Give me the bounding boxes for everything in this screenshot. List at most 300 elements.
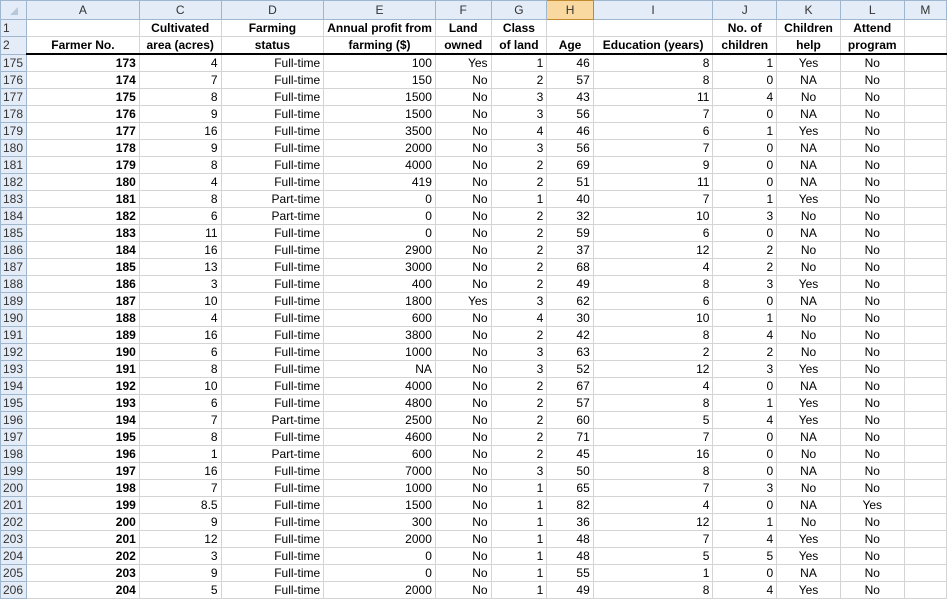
cell-e[interactable]: 1500: [324, 106, 436, 123]
cell-l[interactable]: No: [840, 106, 904, 123]
cell-d[interactable]: Full-time: [221, 531, 324, 548]
cell-c[interactable]: 16: [139, 242, 221, 259]
cell-g[interactable]: 3: [491, 463, 547, 480]
cell-e[interactable]: 4800: [324, 395, 436, 412]
cell-a[interactable]: 200: [27, 514, 140, 531]
cell-e[interactable]: 4600: [324, 429, 436, 446]
cell-a[interactable]: 178: [27, 140, 140, 157]
row-header[interactable]: 193: [1, 361, 27, 378]
cell-j[interactable]: 1: [713, 310, 777, 327]
cell-m[interactable]: [904, 106, 946, 123]
cell-h[interactable]: 48: [547, 531, 594, 548]
cell-h[interactable]: 56: [547, 106, 594, 123]
column-header-j[interactable]: J: [713, 1, 777, 20]
cell-i[interactable]: 6: [593, 293, 713, 310]
cell-f[interactable]: No: [435, 446, 491, 463]
cell-f[interactable]: No: [435, 531, 491, 548]
cell-c[interactable]: 6: [139, 395, 221, 412]
cell-i[interactable]: 7: [593, 480, 713, 497]
cell-a[interactable]: 179: [27, 157, 140, 174]
cell-a[interactable]: 177: [27, 123, 140, 140]
cell-i[interactable]: 12: [593, 361, 713, 378]
cell-a[interactable]: 196: [27, 446, 140, 463]
cell-l[interactable]: No: [840, 191, 904, 208]
cell-j[interactable]: 5: [713, 548, 777, 565]
cell-l[interactable]: No: [840, 514, 904, 531]
cell-f[interactable]: Yes: [435, 54, 491, 72]
header-cell-m[interactable]: [904, 20, 946, 37]
cell-d[interactable]: Part-time: [221, 412, 324, 429]
cell-f[interactable]: No: [435, 140, 491, 157]
cell-c[interactable]: 7: [139, 72, 221, 89]
row-header[interactable]: 179: [1, 123, 27, 140]
cell-d[interactable]: Part-time: [221, 208, 324, 225]
cell-m[interactable]: [904, 480, 946, 497]
cell-m[interactable]: [904, 582, 946, 599]
cell-a[interactable]: 195: [27, 429, 140, 446]
cell-l[interactable]: No: [840, 378, 904, 395]
cell-d[interactable]: Full-time: [221, 293, 324, 310]
column-header-i[interactable]: I: [593, 1, 713, 20]
cell-g[interactable]: 2: [491, 225, 547, 242]
cell-f[interactable]: No: [435, 463, 491, 480]
cell-j[interactable]: 2: [713, 242, 777, 259]
cell-c[interactable]: 8.5: [139, 497, 221, 514]
cell-i[interactable]: 7: [593, 531, 713, 548]
cell-e[interactable]: 150: [324, 72, 436, 89]
cell-j[interactable]: 1: [713, 514, 777, 531]
cell-a[interactable]: 181: [27, 191, 140, 208]
row-header[interactable]: 206: [1, 582, 27, 599]
cell-c[interactable]: 8: [139, 361, 221, 378]
select-all-corner[interactable]: [1, 1, 27, 20]
cell-k[interactable]: NA: [777, 106, 841, 123]
cell-d[interactable]: Full-time: [221, 344, 324, 361]
cell-k[interactable]: NA: [777, 140, 841, 157]
cell-f[interactable]: No: [435, 497, 491, 514]
cell-d[interactable]: Part-time: [221, 191, 324, 208]
cell-g[interactable]: 1: [491, 514, 547, 531]
cell-m[interactable]: [904, 259, 946, 276]
cell-m[interactable]: [904, 531, 946, 548]
cell-g[interactable]: 1: [491, 480, 547, 497]
header-cell-l[interactable]: program: [840, 37, 904, 55]
cell-h[interactable]: 62: [547, 293, 594, 310]
cell-e[interactable]: 2000: [324, 582, 436, 599]
cell-m[interactable]: [904, 140, 946, 157]
cell-m[interactable]: [904, 72, 946, 89]
cell-a[interactable]: 184: [27, 242, 140, 259]
cell-g[interactable]: 1: [491, 191, 547, 208]
cell-g[interactable]: 3: [491, 344, 547, 361]
cell-d[interactable]: Full-time: [221, 225, 324, 242]
row-header[interactable]: 180: [1, 140, 27, 157]
cell-h[interactable]: 40: [547, 191, 594, 208]
cell-l[interactable]: No: [840, 89, 904, 106]
cell-g[interactable]: 3: [491, 89, 547, 106]
cell-m[interactable]: [904, 446, 946, 463]
cell-j[interactable]: 2: [713, 259, 777, 276]
cell-e[interactable]: 4000: [324, 378, 436, 395]
row-header[interactable]: 201: [1, 497, 27, 514]
cell-j[interactable]: 4: [713, 89, 777, 106]
cell-j[interactable]: 3: [713, 480, 777, 497]
cell-a[interactable]: 190: [27, 344, 140, 361]
row-header[interactable]: 184: [1, 208, 27, 225]
cell-g[interactable]: 4: [491, 310, 547, 327]
row-header[interactable]: 178: [1, 106, 27, 123]
cell-i[interactable]: 1: [593, 565, 713, 582]
cell-j[interactable]: 2: [713, 344, 777, 361]
cell-a[interactable]: 183: [27, 225, 140, 242]
row-header[interactable]: 182: [1, 174, 27, 191]
cell-d[interactable]: Full-time: [221, 480, 324, 497]
cell-a[interactable]: 204: [27, 582, 140, 599]
cell-c[interactable]: 6: [139, 208, 221, 225]
cell-h[interactable]: 57: [547, 395, 594, 412]
cell-i[interactable]: 8: [593, 463, 713, 480]
header-cell-e[interactable]: Annual profit from: [324, 20, 436, 37]
cell-h[interactable]: 82: [547, 497, 594, 514]
cell-d[interactable]: Full-time: [221, 89, 324, 106]
cell-c[interactable]: 3: [139, 276, 221, 293]
header-cell-m[interactable]: [904, 37, 946, 55]
cell-h[interactable]: 57: [547, 72, 594, 89]
cell-e[interactable]: 0: [324, 191, 436, 208]
cell-h[interactable]: 60: [547, 412, 594, 429]
cell-m[interactable]: [904, 463, 946, 480]
cell-c[interactable]: 4: [139, 174, 221, 191]
cell-j[interactable]: 0: [713, 106, 777, 123]
cell-e[interactable]: 0: [324, 208, 436, 225]
cell-h[interactable]: 32: [547, 208, 594, 225]
cell-c[interactable]: 11: [139, 225, 221, 242]
cell-g[interactable]: 2: [491, 412, 547, 429]
cell-m[interactable]: [904, 565, 946, 582]
cell-f[interactable]: No: [435, 191, 491, 208]
cell-d[interactable]: Full-time: [221, 463, 324, 480]
cell-j[interactable]: 0: [713, 378, 777, 395]
cell-h[interactable]: 68: [547, 259, 594, 276]
cell-g[interactable]: 1: [491, 54, 547, 72]
cell-j[interactable]: 0: [713, 429, 777, 446]
cell-e[interactable]: 7000: [324, 463, 436, 480]
cell-a[interactable]: 198: [27, 480, 140, 497]
cell-m[interactable]: [904, 395, 946, 412]
cell-j[interactable]: 0: [713, 497, 777, 514]
cell-k[interactable]: NA: [777, 378, 841, 395]
cell-l[interactable]: Yes: [840, 497, 904, 514]
cell-g[interactable]: 4: [491, 123, 547, 140]
cell-h[interactable]: 46: [547, 54, 594, 72]
cell-j[interactable]: 4: [713, 531, 777, 548]
row-header[interactable]: 202: [1, 514, 27, 531]
cell-e[interactable]: 1500: [324, 89, 436, 106]
cell-k[interactable]: Yes: [777, 582, 841, 599]
cell-m[interactable]: [904, 123, 946, 140]
column-header-k[interactable]: K: [777, 1, 841, 20]
cell-k[interactable]: No: [777, 310, 841, 327]
cell-c[interactable]: 13: [139, 259, 221, 276]
cell-c[interactable]: 16: [139, 327, 221, 344]
cell-c[interactable]: 8: [139, 157, 221, 174]
row-header[interactable]: 190: [1, 310, 27, 327]
header-cell-g[interactable]: Class: [491, 20, 547, 37]
cell-m[interactable]: [904, 548, 946, 565]
cell-m[interactable]: [904, 242, 946, 259]
cell-g[interactable]: 2: [491, 276, 547, 293]
cell-e[interactable]: 4000: [324, 157, 436, 174]
cell-k[interactable]: NA: [777, 225, 841, 242]
cell-l[interactable]: No: [840, 531, 904, 548]
cell-l[interactable]: No: [840, 310, 904, 327]
cell-d[interactable]: Full-time: [221, 361, 324, 378]
cell-i[interactable]: 8: [593, 327, 713, 344]
cell-h[interactable]: 30: [547, 310, 594, 327]
cell-c[interactable]: 7: [139, 412, 221, 429]
cell-i[interactable]: 10: [593, 208, 713, 225]
cell-c[interactable]: 6: [139, 344, 221, 361]
cell-i[interactable]: 7: [593, 106, 713, 123]
cell-j[interactable]: 0: [713, 225, 777, 242]
cell-a[interactable]: 197: [27, 463, 140, 480]
cell-l[interactable]: No: [840, 54, 904, 72]
cell-c[interactable]: 4: [139, 310, 221, 327]
cell-f[interactable]: No: [435, 89, 491, 106]
cell-a[interactable]: 189: [27, 327, 140, 344]
cell-i[interactable]: 11: [593, 174, 713, 191]
row-header[interactable]: 199: [1, 463, 27, 480]
cell-k[interactable]: Yes: [777, 54, 841, 72]
cell-d[interactable]: Full-time: [221, 276, 324, 293]
cell-f[interactable]: No: [435, 412, 491, 429]
header-cell-j[interactable]: No. of: [713, 20, 777, 37]
row-header[interactable]: 205: [1, 565, 27, 582]
cell-g[interactable]: 1: [491, 582, 547, 599]
cell-a[interactable]: 201: [27, 531, 140, 548]
cell-k[interactable]: No: [777, 344, 841, 361]
cell-f[interactable]: No: [435, 378, 491, 395]
cell-j[interactable]: 0: [713, 446, 777, 463]
header-cell-a[interactable]: [27, 20, 140, 37]
cell-d[interactable]: Full-time: [221, 310, 324, 327]
header-cell-d[interactable]: status: [221, 37, 324, 55]
header-cell-i[interactable]: Education (years): [593, 37, 713, 55]
cell-f[interactable]: No: [435, 276, 491, 293]
cell-c[interactable]: 4: [139, 54, 221, 72]
cell-f[interactable]: No: [435, 72, 491, 89]
header-cell-h[interactable]: Age: [547, 37, 594, 55]
cell-k[interactable]: No: [777, 259, 841, 276]
cell-h[interactable]: 45: [547, 446, 594, 463]
cell-d[interactable]: Full-time: [221, 395, 324, 412]
cell-c[interactable]: 9: [139, 106, 221, 123]
cell-m[interactable]: [904, 276, 946, 293]
cell-a[interactable]: 191: [27, 361, 140, 378]
cell-h[interactable]: 49: [547, 582, 594, 599]
cell-l[interactable]: No: [840, 242, 904, 259]
cell-k[interactable]: NA: [777, 72, 841, 89]
cell-g[interactable]: 2: [491, 327, 547, 344]
cell-k[interactable]: Yes: [777, 531, 841, 548]
row-header[interactable]: 176: [1, 72, 27, 89]
cell-m[interactable]: [904, 89, 946, 106]
cell-e[interactable]: 1000: [324, 344, 436, 361]
row-header[interactable]: 203: [1, 531, 27, 548]
cell-d[interactable]: Full-time: [221, 327, 324, 344]
cell-g[interactable]: 2: [491, 208, 547, 225]
cell-k[interactable]: Yes: [777, 548, 841, 565]
cell-h[interactable]: 59: [547, 225, 594, 242]
cell-k[interactable]: No: [777, 242, 841, 259]
cell-i[interactable]: 7: [593, 429, 713, 446]
cell-f[interactable]: No: [435, 327, 491, 344]
cell-g[interactable]: 3: [491, 293, 547, 310]
cell-d[interactable]: Full-time: [221, 174, 324, 191]
cell-g[interactable]: 3: [491, 140, 547, 157]
column-header-h[interactable]: H: [547, 1, 594, 20]
cell-j[interactable]: 1: [713, 191, 777, 208]
header-cell-g[interactable]: of land: [491, 37, 547, 55]
column-header-g[interactable]: G: [491, 1, 547, 20]
cell-d[interactable]: Full-time: [221, 157, 324, 174]
cell-e[interactable]: 0: [324, 548, 436, 565]
cell-m[interactable]: [904, 191, 946, 208]
cell-i[interactable]: 10: [593, 310, 713, 327]
cell-k[interactable]: No: [777, 514, 841, 531]
row-header[interactable]: 191: [1, 327, 27, 344]
cell-k[interactable]: NA: [777, 174, 841, 191]
header-cell-i[interactable]: [593, 20, 713, 37]
cell-g[interactable]: 3: [491, 106, 547, 123]
cell-e[interactable]: 3800: [324, 327, 436, 344]
cell-e[interactable]: 2000: [324, 531, 436, 548]
cell-d[interactable]: Full-time: [221, 548, 324, 565]
cell-d[interactable]: Full-time: [221, 72, 324, 89]
cell-l[interactable]: No: [840, 327, 904, 344]
cell-a[interactable]: 187: [27, 293, 140, 310]
cell-i[interactable]: 2: [593, 344, 713, 361]
cell-l[interactable]: No: [840, 565, 904, 582]
header-cell-j[interactable]: children: [713, 37, 777, 55]
cell-l[interactable]: No: [840, 429, 904, 446]
cell-e[interactable]: 2500: [324, 412, 436, 429]
cell-i[interactable]: 4: [593, 259, 713, 276]
cell-e[interactable]: 600: [324, 310, 436, 327]
cell-h[interactable]: 69: [547, 157, 594, 174]
cell-l[interactable]: No: [840, 259, 904, 276]
cell-i[interactable]: 12: [593, 242, 713, 259]
cell-e[interactable]: 400: [324, 276, 436, 293]
column-header-e[interactable]: E: [324, 1, 436, 20]
header-cell-k[interactable]: help: [777, 37, 841, 55]
cell-f[interactable]: No: [435, 242, 491, 259]
cell-c[interactable]: 8: [139, 429, 221, 446]
cell-l[interactable]: No: [840, 174, 904, 191]
cell-g[interactable]: 3: [491, 361, 547, 378]
cell-f[interactable]: No: [435, 344, 491, 361]
cell-a[interactable]: 203: [27, 565, 140, 582]
cell-h[interactable]: 55: [547, 565, 594, 582]
cell-l[interactable]: No: [840, 395, 904, 412]
row-header[interactable]: 177: [1, 89, 27, 106]
cell-g[interactable]: 2: [491, 259, 547, 276]
cell-i[interactable]: 8: [593, 54, 713, 72]
cell-i[interactable]: 8: [593, 582, 713, 599]
cell-m[interactable]: [904, 54, 946, 72]
cell-i[interactable]: 9: [593, 157, 713, 174]
cell-l[interactable]: No: [840, 361, 904, 378]
cell-j[interactable]: 0: [713, 174, 777, 191]
cell-a[interactable]: 173: [27, 54, 140, 72]
cell-m[interactable]: [904, 361, 946, 378]
header-cell-c[interactable]: area (acres): [139, 37, 221, 55]
cell-k[interactable]: Yes: [777, 276, 841, 293]
cell-a[interactable]: 193: [27, 395, 140, 412]
cell-m[interactable]: [904, 429, 946, 446]
column-header-m[interactable]: M: [904, 1, 946, 20]
cell-e[interactable]: 600: [324, 446, 436, 463]
cell-d[interactable]: Full-time: [221, 123, 324, 140]
cell-k[interactable]: NA: [777, 429, 841, 446]
cell-m[interactable]: [904, 497, 946, 514]
cell-j[interactable]: 0: [713, 463, 777, 480]
row-header[interactable]: 183: [1, 191, 27, 208]
cell-g[interactable]: 2: [491, 429, 547, 446]
column-header-a[interactable]: A: [27, 1, 140, 20]
cell-i[interactable]: 4: [593, 378, 713, 395]
cell-c[interactable]: 7: [139, 480, 221, 497]
cell-m[interactable]: [904, 344, 946, 361]
cell-d[interactable]: Full-time: [221, 54, 324, 72]
cell-k[interactable]: No: [777, 446, 841, 463]
row-header[interactable]: 1: [1, 20, 27, 37]
cell-j[interactable]: 3: [713, 276, 777, 293]
cell-e[interactable]: 100: [324, 54, 436, 72]
row-header[interactable]: 175: [1, 54, 27, 72]
row-header[interactable]: 197: [1, 429, 27, 446]
column-header-c[interactable]: C: [139, 1, 221, 20]
cell-e[interactable]: 1000: [324, 480, 436, 497]
cell-a[interactable]: 199: [27, 497, 140, 514]
cell-i[interactable]: 8: [593, 276, 713, 293]
cell-k[interactable]: Yes: [777, 395, 841, 412]
cell-m[interactable]: [904, 514, 946, 531]
row-header[interactable]: 187: [1, 259, 27, 276]
cell-h[interactable]: 67: [547, 378, 594, 395]
cell-e[interactable]: 300: [324, 514, 436, 531]
cell-f[interactable]: No: [435, 225, 491, 242]
cell-k[interactable]: No: [777, 480, 841, 497]
row-header[interactable]: 186: [1, 242, 27, 259]
cell-g[interactable]: 2: [491, 72, 547, 89]
cell-d[interactable]: Full-time: [221, 378, 324, 395]
cell-g[interactable]: 2: [491, 174, 547, 191]
cell-j[interactable]: 4: [713, 582, 777, 599]
cell-j[interactable]: 1: [713, 123, 777, 140]
cell-j[interactable]: 0: [713, 72, 777, 89]
cell-d[interactable]: Full-time: [221, 106, 324, 123]
cell-f[interactable]: No: [435, 106, 491, 123]
cell-e[interactable]: 3000: [324, 259, 436, 276]
cell-i[interactable]: 7: [593, 140, 713, 157]
cell-j[interactable]: 1: [713, 395, 777, 412]
cell-h[interactable]: 46: [547, 123, 594, 140]
cell-m[interactable]: [904, 327, 946, 344]
row-header[interactable]: 188: [1, 276, 27, 293]
cell-h[interactable]: 48: [547, 548, 594, 565]
column-header-f[interactable]: F: [435, 1, 491, 20]
